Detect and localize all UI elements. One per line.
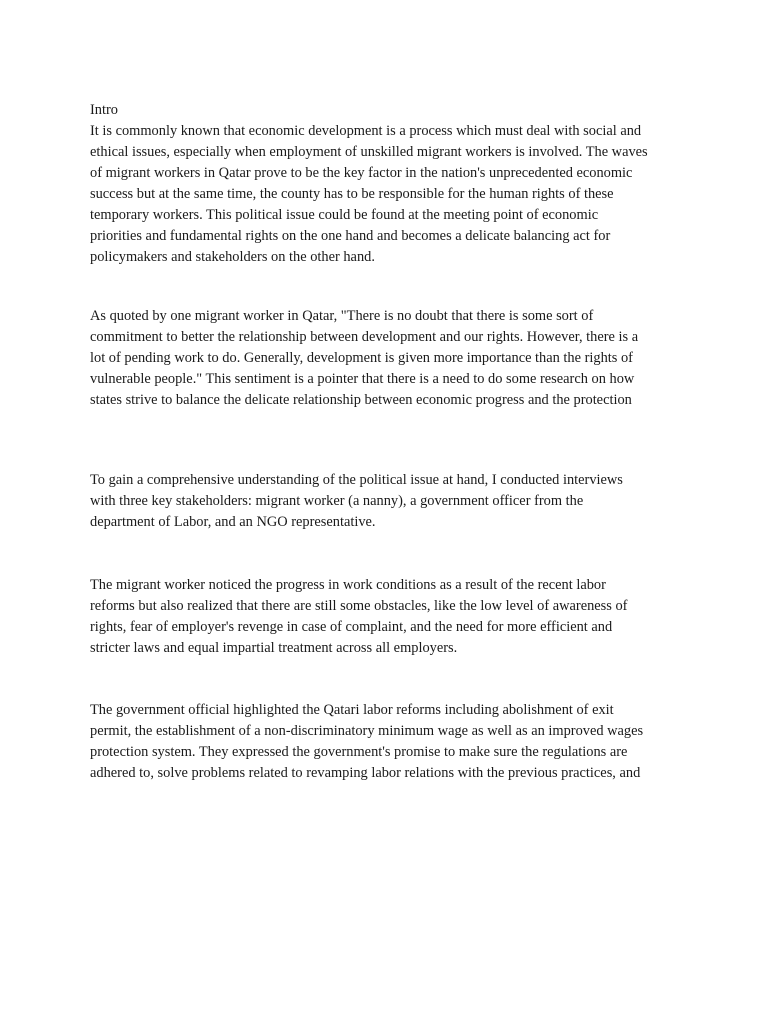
interviews-paragraph: To gain a comprehensive understanding of the political issue at hand, I conducted interviews with three key stakeholders: migrant worker (a nanny), a government officer from the department of Labor, and an NGO representative. [90,472,623,530]
government-official-paragraph: The government official highlighted the Qatari labor reforms including abolishment of exit permit, the establishment of a non-discriminatory minimum wage as well as an improved wages protection system. They expressed the government's promise to make sure the regulations are adhered to, solve problems related to revamping labor relations with the previous practices, and [90,702,644,781]
migrant-quote-paragraph: As quoted by one migrant worker in Qatar, "There is no doubt that there is some sort of commitment to better the relationship between development and our rights. However, there is a lot of pending work to do. Generally, development is given more importance than the rights of vulnerable people." This sentiment is a pointer that there is a need to do some research on how states strive to balance the delicate relationship between economic progress and the protection [90,308,639,408]
migrant-worker-paragraph: The migrant worker noticed the progress in work conditions as a result of the recent labor reforms but also realized that there are still some obstacles, like the low level of awareness of rights, fear of employer's revenge in case of complaint, and the need for more efficient and stricter laws and equal impartial treatment across all employers. [90,577,628,656]
intro-paragraph: Intro It is commonly known that economic development is a process which must deal with social and ethical issues, especially when employment of unskilled migrant workers is involved. The waves of migrant workers in Qatar prove to be the key factor in the nation's unprecedented economic success but at the same time, the county has to be responsible for the human rights of these temporary workers. This political issue could be found at the meeting point of economic priorities and fundamental rights on the one hand and becomes a delicate balancing act for policymakers and stakeholders on the other hand. [90,102,648,265]
